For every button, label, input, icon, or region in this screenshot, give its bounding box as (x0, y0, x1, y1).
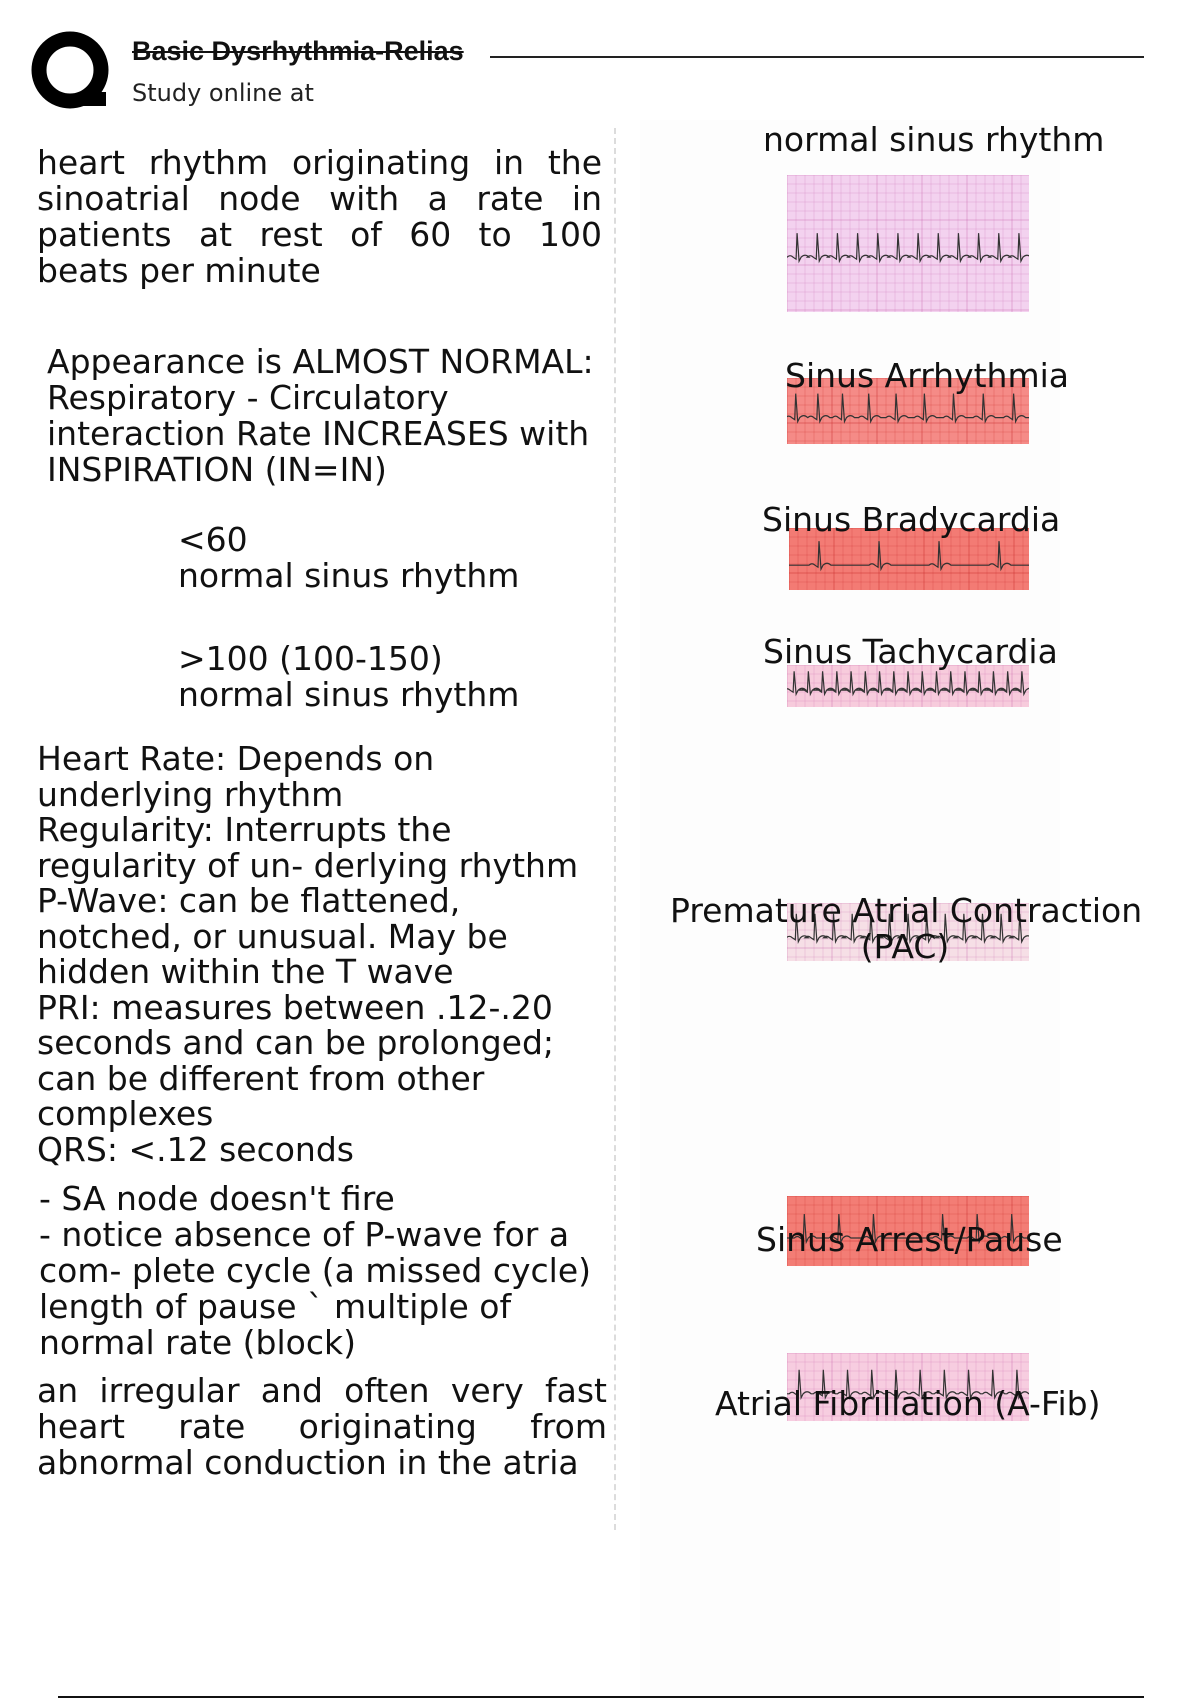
term-card-5 (670, 891, 1143, 966)
header-rule (490, 56, 1144, 58)
definition-line: normal sinus rhythm (178, 556, 520, 595)
definition-line: seconds and can be prolonged; (37, 1023, 555, 1062)
definition-card-6 (39, 1181, 614, 1361)
definition-line: com- plete cycle (a missed cycle) (39, 1251, 591, 1290)
definition-line: can be different from other (37, 1058, 485, 1098)
definition-line: P-Wave: can be flattened, (37, 881, 461, 920)
definition-card-1: heart rhythm originating in the sinoatrial node with a rate in patients at rest of 60 to 100 beats per minute (37, 143, 602, 290)
footer-rule (58, 1696, 1144, 1698)
definition-line: length of pause ` multiple of (39, 1287, 512, 1326)
definition-line: - SA node doesn't fire (39, 1179, 395, 1218)
definition-line: normal sinus rhythm (178, 675, 520, 714)
definition-line: - notice absence of P-wave for a (39, 1215, 570, 1254)
definition-line: >100 (100-150) (178, 639, 443, 678)
term-line: (PAC) (860, 927, 950, 966)
definition-line: Heart Rate: Depends on (37, 739, 435, 778)
term-card-2: Sinus Arrhythmia (785, 356, 1070, 395)
term-card-4: Sinus Tachycardia (763, 632, 1058, 671)
term-card-6: Sinus Arrest/Pause (756, 1220, 1063, 1259)
column-divider (614, 128, 616, 1530)
definition-line: QRS: <.12 seconds (37, 1129, 354, 1169)
definition-line: PRI: measures between .12-.20 (37, 987, 553, 1027)
definition-card-2: Appearance is ALMOST NORMAL: Respiratory - Circulatory interaction Rate INCREASES with INSPIRATION (IN=IN) (47, 342, 594, 489)
ecg-strip-icon (787, 665, 1029, 707)
term-card-7: Atrial Fibrillation (A-Fib) (715, 1384, 1101, 1423)
ecg-strip-icon (787, 175, 1029, 312)
definition-line: hidden within the T wave (37, 952, 454, 991)
definition-line: normal rate (block) (39, 1323, 356, 1362)
quizlet-logo-icon (30, 30, 112, 112)
definition-card-7: an irregular and often very fast heart rate originating from abnormal conduction in the atria (37, 1371, 607, 1482)
page-subtitle: Study online at (132, 79, 314, 107)
definition-line: underlying rhythm (37, 774, 344, 814)
definition-card-5 (37, 741, 612, 1167)
term-line: Premature Atrial Contraction (670, 891, 1143, 930)
term-card-1: normal sinus rhythm (763, 120, 1105, 159)
definition-line: complexes (37, 1094, 214, 1133)
definition-line: regularity of un- derlying rhythm (37, 845, 579, 885)
definition-card-3 (178, 522, 598, 594)
term-card-3: Sinus Bradycardia (762, 500, 1061, 539)
page-title: Basic Dysrhythmia-Relias (132, 36, 464, 66)
definition-card-4 (178, 641, 598, 713)
definition-line: Regularity: Interrupts the (37, 810, 452, 849)
definition-line: <60 (178, 520, 248, 559)
definition-line: notched, or unusual. May be (37, 916, 508, 956)
